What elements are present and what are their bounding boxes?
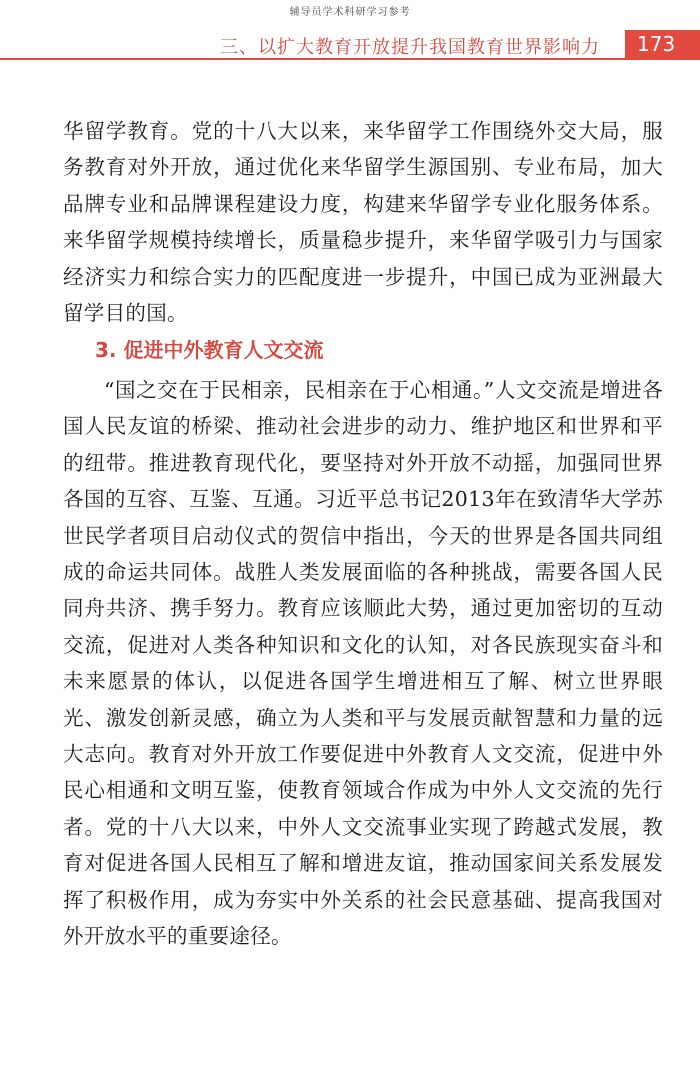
- section-heading: 3. 促进中外教育人文交流: [95, 338, 324, 362]
- body-paragraph-1: 华留学教育。党的十八大以来，来华留学工作围绕外交大局，服务教育对外开放，通过优化来华留学生源国别、专业布局，加大品牌专业和品牌课程建设力度，构建来华留学专业化服务体系。来华留学规模持续增长，质量稳步提升，来华留学吸引力与国家经济实力和综合实力的匹配度进一步提升，中国已成为亚洲最大留学目的国。: [63, 119, 663, 326]
- page-number-badge: 173: [625, 30, 700, 58]
- body-paragraph-2: “国之交在于民相亲，民相亲在于心相通。”人文交流是增进各国人民友谊的桥梁、推动社会进步的动力、维护地区和世界和平的纽带。推进教育现代化，要坚持对外开放不动摇，加强同世界各国的互容、互鉴、互通。习近平总书记2013年在致清华大学苏世民学者项目启动仪式的贺信中指出，今天的世界是各国共同组成的命运共同体。战胜人类发展面临的各种挑战，需要各国人民同舟共济、携手努力。教育应该顺此大势，通过更加密切的互动交流，促进对人类各种知识和文化的认知，对各民族现实奋斗和未来愿景的体认，以促进各国学生增进相互了解、树立世界眼光、激发创新灵感，确立为人类和平与发展贡献智慧和力量的远大志向。教育对外开放工作要促进中外教育人文交流，促进中外民心相通和文明互鉴，使教育领域合作成为中外人文交流的先行者。党的十八大以来，中外人文交流事业实现了跨越式发展，教育对促进各国人民相互了解和增进友谊，推动国家间关系发展发挥了积极作用，成为夯实中外关系的社会民意基础、提高我国对外开放水平的重要途径。: [63, 378, 663, 949]
- header-rule: [0, 58, 700, 60]
- top-note: 辅导员学术科研学习参考: [289, 7, 411, 18]
- running-head-section-title: 三、以扩大教育开放提升我国教育世界影响力: [220, 37, 600, 58]
